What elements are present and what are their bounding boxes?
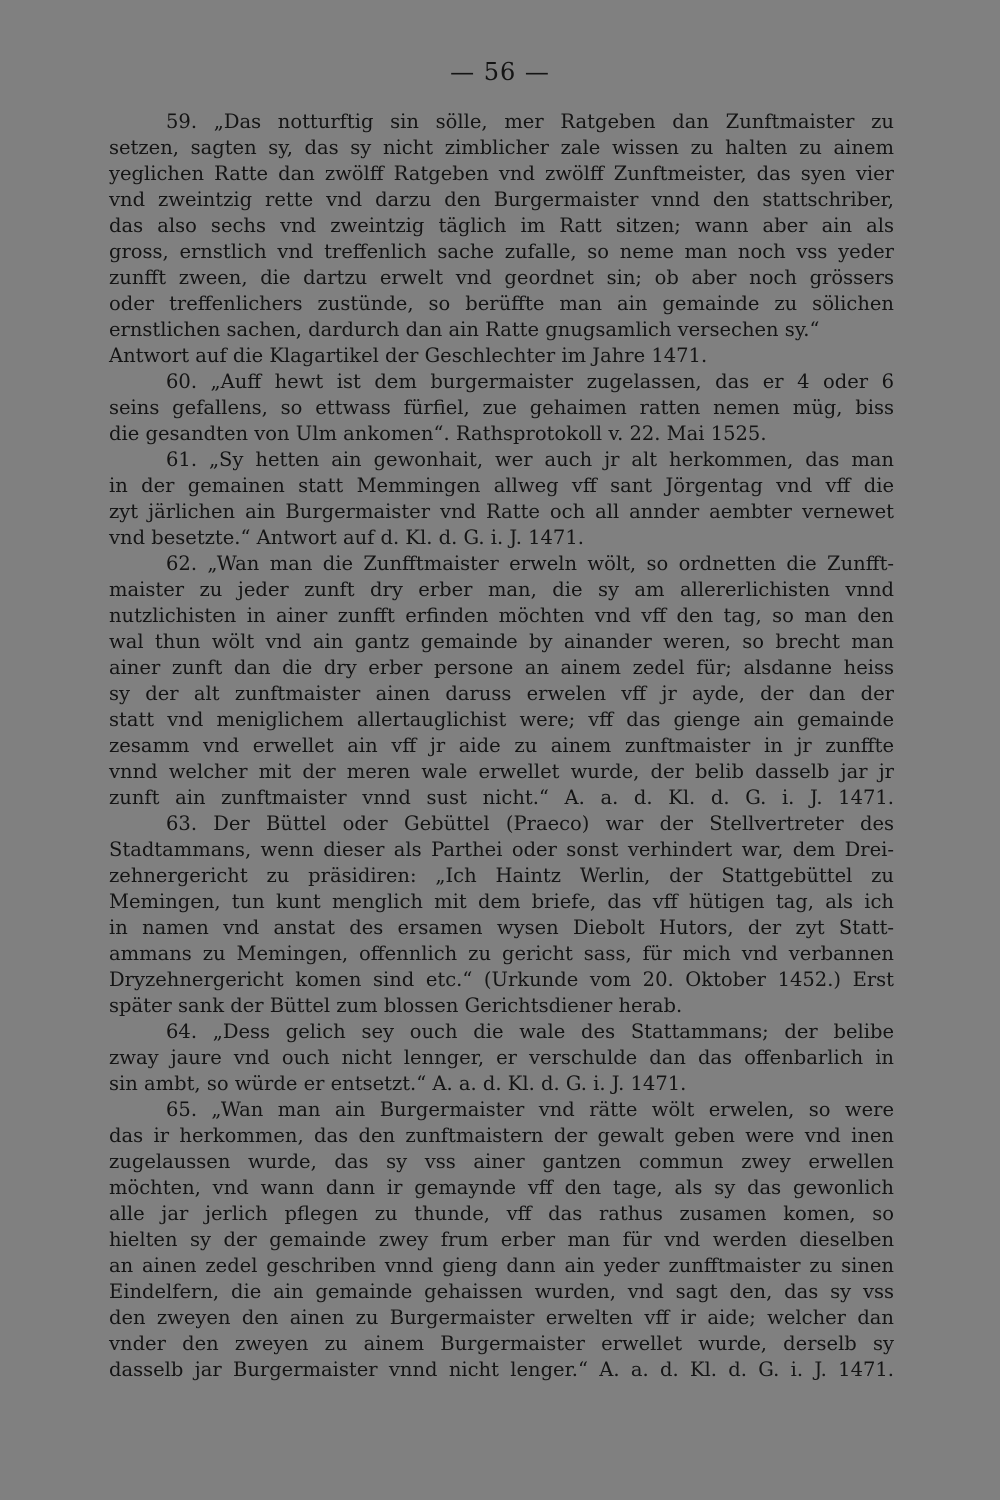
- text-line: 59. „Das notturftig sin sölle, mer Ratgeben dan Zunftmaister zu: [166, 110, 894, 133]
- text-line: 65. „Wan man ain Burgermaister vnd rätte wölt erwelen, so were: [166, 1098, 894, 1121]
- text-line: statt vnd meniglichem allertauglichist were; vff das gienge ain gemainde: [109, 708, 894, 731]
- text-line: ammans zu Memingen, offennlich zu gericht sass, für mich vnd verbannen: [109, 942, 894, 965]
- text-line: 63. Der Büttel oder Gebüttel (Praeco) war der Stellvertreter des: [166, 812, 894, 835]
- text-line: oder treffenlichers zustünde, so berüffte man ain gemainde zu sölichen: [109, 292, 894, 315]
- text-line: sin ambt, so würde er entsetzt.“ A. a. d. Kl. d. G. i. J. 1471.: [109, 1072, 687, 1095]
- text-line: zehnergericht zu präsidiren: „Ich Haintz Werlin, der Stattgebüttel zu: [109, 864, 894, 887]
- text-line: 60. „Auff hewt ist dem burgermaister zugelassen, das er 4 oder 6: [166, 370, 894, 393]
- text-line: das ir herkommen, das den zunftmaistern der gewalt geben were vnd inen: [109, 1124, 894, 1147]
- text-line: später sank der Büttel zum blossen Gerichtsdiener herab.: [109, 994, 683, 1017]
- body-text: [109, 109, 894, 1383]
- text-line: gross, ernstlich vnd treffenlich sache zufalle, so neme man noch vss yeder: [109, 240, 894, 263]
- text-line: yeglichen Ratte dan zwölff Ratgeben vnd zwölff Zunftmeister, das syen vier: [109, 162, 894, 185]
- text-line: zway jaure vnd ouch nicht lennger, er verschulde dan das offenbarlich in: [109, 1046, 894, 1069]
- text-line: zunfft zween, die dartzu erwelt vnd geordnet sin; ob aber noch grössers: [109, 266, 894, 289]
- text-line: Stadtammans, wenn dieser als Parthei oder sonst verhindert war, dem Drei-: [109, 838, 894, 861]
- text-line: Memingen, tun kunt menglich mit dem briefe, das vff hütigen tag, als ich: [109, 890, 894, 913]
- text-line: hielten sy der gemainde zwey frum erber man für vnd werden dieselben: [109, 1228, 894, 1251]
- text-line: vnd besetzte.“ Antwort auf d. Kl. d. G. i. J. 1471.: [109, 526, 584, 549]
- text-line: zugelaussen wurde, das sy vss ainer gantzen commun zwey erwellen: [109, 1150, 894, 1173]
- text-line: ernstlichen sachen, dardurch dan ain Ratte gnugsamlich versechen sy.“: [109, 318, 820, 341]
- text-line: das also sechs vnd zweintzig täglich im Ratt sitzen; wann aber ain als: [109, 214, 894, 237]
- text-line: an ainen zedel geschriben vnnd gieng dann ain yeder zunfftmaister zu sinen: [109, 1254, 894, 1277]
- text-line: seins gefallens, so ettwass fürfiel, zue gehaimen ratten nemen müg, biss: [109, 396, 894, 419]
- text-line: in der gemainen statt Memmingen allweg vff sant Jörgentag vnd vff die: [109, 474, 894, 497]
- text-line: wal thun wölt vnd ain gantz gemainde by ainander weren, so brecht man: [109, 630, 894, 653]
- text-line: maister zu jeder zunft dry erber man, die sy am allererlichisten vnnd: [109, 578, 894, 601]
- text-line: den zweyen den ainen zu Burgermaister erwelten vff ir aide; welcher dan: [109, 1306, 894, 1329]
- page-number: — 56 —: [450, 58, 550, 86]
- text-line: sy der alt zunftmaister ainen daruss erwelen vff jr ayde, der dan der: [109, 682, 894, 705]
- text-line: dasselb jar Burgermaister vnnd nicht lenger.“ A. a. d. Kl. d. G. i. J. 1471.: [109, 1358, 894, 1381]
- text-line: ainer zunft dan die dry erber persone an ainem zedel für; alsdanne heiss: [109, 656, 894, 679]
- text-line: zunft ain zunftmaister vnnd sust nicht.“ A. a. d. Kl. d. G. i. J. 1471.: [109, 786, 894, 809]
- text-line: 61. „Sy hetten ain gewonhait, wer auch jr alt herkommen, das man: [166, 448, 894, 471]
- text-line: die gesandten von Ulm ankomen“. Rathsprotokoll v. 22. Mai 1525.: [109, 422, 767, 445]
- text-line: vnder den zweyen zu ainem Burgermaister erwellet wurde, derselb sy: [109, 1332, 894, 1355]
- text-line: 62. „Wan man die Zunfftmaister erweln wölt, so ordnetten die Zunfft-: [166, 552, 894, 575]
- text-line: nutzlichisten in ainer zunfft erfinden möchten vnd vff den tag, so man den: [109, 604, 894, 627]
- text-line: Antwort auf die Klagartikel der Geschlechter im Jahre 1471.: [109, 344, 708, 367]
- text-line: zyt järlichen ain Burgermaister vnd Ratte och all annder aembter vernewet: [109, 500, 894, 523]
- text-line: Dryzehnergericht komen sind etc.“ (Urkunde vom 20. Oktober 1452.) Erst: [109, 968, 894, 991]
- text-line: 64. „Dess gelich sey ouch die wale des Stattammans; der belibe: [166, 1020, 894, 1043]
- text-line: zesamm vnd erwellet ain vff jr aide zu ainem zunftmaister in jr zunffte: [109, 734, 894, 757]
- text-line: vnnd welcher mit der meren wale erwellet wurde, der belib dasselb jar jr: [109, 760, 894, 783]
- text-line: setzen, sagten sy, das sy nicht zimblicher zale wissen zu halten zu ainem: [109, 136, 894, 159]
- text-line: in namen vnd anstat des ersamen wysen Diebolt Hutors, der zyt Statt-: [109, 916, 894, 939]
- text-line: alle jar jerlich pflegen zu thunde, vff das rathus zusamen komen, so: [109, 1202, 894, 1225]
- text-line: vnd zweintzig rette vnd darzu den Burgermaister vnnd den stattschriber,: [109, 188, 894, 211]
- text-line: Eindelfern, die ain gemainde gehaissen wurden, vnd sagt den, das sy vss: [109, 1280, 894, 1303]
- text-line: möchten, vnd wann dann ir gemaynde vff den tage, als sy das gewonlich: [109, 1176, 894, 1199]
